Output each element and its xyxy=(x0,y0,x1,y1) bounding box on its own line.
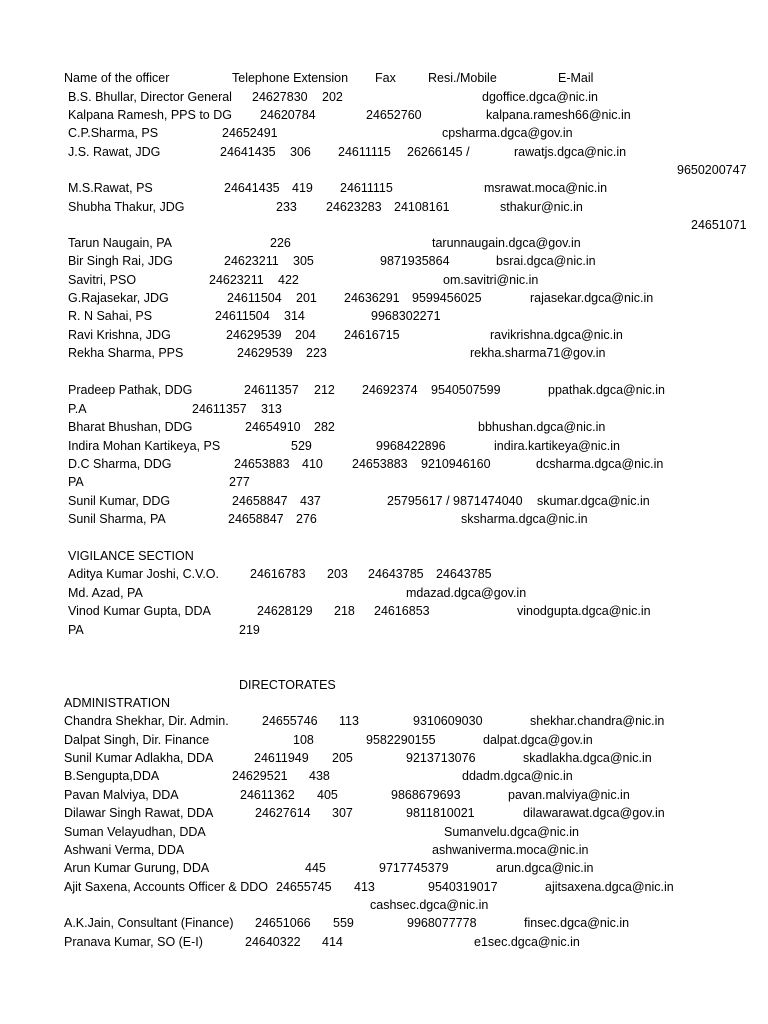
email: bbhushan.dgca@nic.in xyxy=(478,420,606,434)
fax: 24616715 xyxy=(344,328,400,342)
email: msrawat.moca@nic.in xyxy=(484,181,608,195)
email: arun.dgca@nic.in xyxy=(496,861,594,875)
resi-mobile: 9310609030 xyxy=(413,714,483,728)
email: mdazad.dgca@gov.in xyxy=(406,586,527,600)
officer-name: Sunil Sharma, PA xyxy=(68,512,166,526)
resi-mobile: 9540319017 xyxy=(428,880,498,894)
extension: 307 xyxy=(332,806,353,820)
extension: 108 xyxy=(293,733,314,747)
telephone: 24611362 xyxy=(240,788,295,802)
officer-name: Pradeep Pathak, DDG xyxy=(68,383,193,397)
officer-name: Pranava Kumar, SO (E-I) xyxy=(64,935,203,949)
section-heading-administration: ADMINISTRATION xyxy=(64,696,171,710)
officer-name: B.Sengupta,DDA xyxy=(64,769,160,783)
extension: 306 xyxy=(290,145,311,159)
telephone: 24620784 xyxy=(260,108,316,122)
email: cashsec.dgca@nic.in xyxy=(370,898,489,912)
fax: 24611115 xyxy=(340,181,393,195)
telephone: 24658847 xyxy=(228,512,284,526)
email: ddadm.dgca@nic.in xyxy=(462,769,573,783)
telephone: 24640322 xyxy=(245,935,301,949)
officer-name: B.S. Bhullar, Director General xyxy=(68,90,232,104)
telephone: 24655746 xyxy=(262,714,318,728)
extension: 113 xyxy=(339,714,359,728)
email: pavan.malviya@nic.in xyxy=(508,788,630,802)
email: sksharma.dgca@nic.in xyxy=(461,512,588,526)
extension: 313 xyxy=(261,402,282,416)
email: cpsharma.dgca@gov.in xyxy=(442,126,573,140)
officer-name: Bir Singh Rai, JDG xyxy=(68,254,173,268)
email: vinodgupta.dgca@nic.in xyxy=(517,604,651,618)
email: bsrai.dgca@nic.in xyxy=(496,254,596,268)
officer-name: PA xyxy=(68,623,84,637)
telephone: 24654910 xyxy=(245,420,301,434)
telephone: 24641435 xyxy=(220,145,276,159)
officer-name: Shubha Thakur, JDG xyxy=(68,200,185,214)
resi-mobile: 9968077778 xyxy=(407,916,477,930)
resi-mobile: 9868679693 xyxy=(391,788,461,802)
resi-mobile: 9968302271 xyxy=(371,309,441,323)
officer-name: Chandra Shekhar, Dir. Admin. xyxy=(64,714,229,728)
officer-name: R. N Sahai, PS xyxy=(68,309,153,323)
officer-name: Bharat Bhushan, DDG xyxy=(68,420,193,434)
email: finsec.dgca@nic.in xyxy=(524,916,630,930)
resi-mobile: 9811810021 xyxy=(406,806,475,820)
extension: 218 xyxy=(334,604,355,618)
telephone: 24655745 xyxy=(276,880,332,894)
extension: 202 xyxy=(322,90,343,104)
extension: 204 xyxy=(295,328,316,342)
resi-mobile: 9213713076 xyxy=(406,751,476,765)
telephone: 24611949 xyxy=(254,751,309,765)
header-name: Name of the officer xyxy=(64,71,170,85)
email: tarunnaugain.dgca@gov.in xyxy=(432,236,581,250)
officer-name: J.S. Rawat, JDG xyxy=(68,145,161,159)
officer-name: Ashwani Verma, DDA xyxy=(64,843,185,857)
officer-name: Sunil Kumar Adlakha, DDA xyxy=(64,751,214,765)
extension: 405 xyxy=(317,788,338,802)
resi-mobile-wrap: 9650200747 xyxy=(677,163,747,177)
officer-name: G.Rajasekar, JDG xyxy=(68,291,169,305)
telephone: 24658847 xyxy=(232,494,288,508)
officer-name: Arun Kumar Gurung, DDA xyxy=(64,861,210,875)
email: indira.kartikeya@nic.in xyxy=(494,439,620,453)
extension: 226 xyxy=(270,236,291,250)
extension: 212 xyxy=(314,383,335,397)
extension: 410 xyxy=(302,457,323,471)
extension: 219 xyxy=(239,623,260,637)
email: ppathak.dgca@nic.in xyxy=(548,383,665,397)
officer-name: Ajit Saxena, Accounts Officer & DDO xyxy=(64,880,269,894)
fax: 24653883 xyxy=(352,457,408,471)
officer-name: D.C Sharma, DDG xyxy=(68,457,172,471)
extension: 413 xyxy=(354,880,375,894)
email: ashwaniverma.moca@nic.in xyxy=(432,843,589,857)
resi-mobile: 24643785 xyxy=(436,567,492,581)
officer-name: M.S.Rawat, PS xyxy=(68,181,153,195)
resi-mobile: 9210946160 xyxy=(421,457,491,471)
email: skumar.dgca@nic.in xyxy=(537,494,650,508)
officer-name: Sunil Kumar, DDG xyxy=(68,494,171,508)
header-telephone: Telephone Extension xyxy=(232,71,349,85)
extension: 445 xyxy=(305,861,326,875)
email: dilawarawat.dgca@gov.in xyxy=(523,806,665,820)
extension: 223 xyxy=(306,346,327,360)
officer-name: Vinod Kumar Gupta, DDA xyxy=(68,604,211,618)
fax: 24643785 xyxy=(368,567,424,581)
telephone: 24652491 xyxy=(222,126,278,140)
officer-name: Ravi Krishna, JDG xyxy=(68,328,171,342)
email: dcsharma.dgca@nic.in xyxy=(536,457,664,471)
extension: 305 xyxy=(293,254,314,268)
resi-mobile: 25795617 / 9871474040 xyxy=(387,494,523,508)
extension: 233 xyxy=(276,200,297,214)
extension: 201 xyxy=(296,291,317,305)
extension: 419 xyxy=(292,181,313,195)
email: e1sec.dgca@nic.in xyxy=(474,935,580,949)
officer-name: Suman Velayudhan, DDA xyxy=(64,825,206,839)
resi-mobile-wrap: 24651071 xyxy=(691,218,747,232)
telephone: 24641435 xyxy=(224,181,280,195)
email: rekha.sharma71@gov.in xyxy=(470,346,606,360)
officer-name: Kalpana Ramesh, PPS to DG xyxy=(68,108,232,122)
resi-mobile: 24108161 xyxy=(394,200,450,214)
fax: 24623283 xyxy=(326,200,382,214)
email: Sumanvelu.dgca@nic.in xyxy=(444,825,579,839)
section-heading-directorates: DIRECTORATES xyxy=(239,678,336,692)
officer-name: Pavan Malviya, DDA xyxy=(64,788,179,802)
officer-name: C.P.Sharma, PS xyxy=(68,126,159,140)
telephone: 24611504 xyxy=(215,309,270,323)
email: dgoffice.dgca@nic.in xyxy=(482,90,599,104)
resi-mobile: 9582290155 xyxy=(366,733,436,747)
section-heading-vigilance: VIGILANCE SECTION xyxy=(68,549,194,563)
telephone: 24611357 xyxy=(244,383,299,397)
telephone: 24629539 xyxy=(226,328,282,342)
email: ravikrishna.dgca@nic.in xyxy=(490,328,623,342)
email: shekhar.chandra@nic.in xyxy=(530,714,665,728)
telephone: 24616783 xyxy=(250,567,306,581)
telephone: 24627830 xyxy=(252,90,308,104)
telephone: 24611504 xyxy=(227,291,282,305)
telephone: 24628129 xyxy=(257,604,313,618)
officer-name: A.K.Jain, Consultant (Finance) xyxy=(64,916,234,930)
telephone: 24623211 xyxy=(209,273,264,287)
extension: 205 xyxy=(332,751,353,765)
officer-name: Indira Mohan Kartikeya, PS xyxy=(68,439,221,453)
officer-name: PA xyxy=(68,475,84,489)
resi-mobile: 9717745379 xyxy=(379,861,449,875)
extension: 276 xyxy=(296,512,317,526)
email: ajitsaxena.dgca@nic.in xyxy=(545,880,674,894)
resi-mobile: 9871935864 xyxy=(380,254,450,268)
extension: 314 xyxy=(284,309,305,323)
officer-name: Md. Azad, PA xyxy=(68,586,143,600)
email: om.savitri@nic.in xyxy=(443,273,539,287)
telephone: 24629539 xyxy=(237,346,293,360)
telephone: 24653883 xyxy=(234,457,290,471)
officer-name: Dilawar Singh Rawat, DDA xyxy=(64,806,214,820)
email: dalpat.dgca@gov.in xyxy=(483,733,593,747)
header-resi: Resi./Mobile xyxy=(428,71,497,85)
telephone: 24611357 xyxy=(192,402,247,416)
extension: 529 xyxy=(291,439,312,453)
extension: 414 xyxy=(322,935,343,949)
fax: 24611115 xyxy=(338,145,391,159)
email: rajasekar.dgca@nic.in xyxy=(530,291,654,305)
officer-name: P.A xyxy=(68,402,87,416)
fax: 24692374 xyxy=(362,383,418,397)
extension: 438 xyxy=(309,769,330,783)
header-email: E-Mail xyxy=(558,71,594,85)
officer-name: Savitri, PSO xyxy=(68,273,137,287)
officer-name: Dalpat Singh, Dir. Finance xyxy=(64,733,210,747)
email: sthakur@nic.in xyxy=(500,200,583,214)
extension: 422 xyxy=(278,273,299,287)
fax: 24636291 xyxy=(344,291,400,305)
fax: 24616853 xyxy=(374,604,430,618)
extension: 282 xyxy=(314,420,335,434)
officer-name: Rekha Sharma, PPS xyxy=(68,346,184,360)
header-fax: Fax xyxy=(375,71,396,85)
resi-mobile: 9540507599 xyxy=(431,383,501,397)
telephone: 24623211 xyxy=(224,254,279,268)
resi-mobile: 9599456025 xyxy=(412,291,482,305)
telephone: 24629521 xyxy=(232,769,288,783)
extension: 277 xyxy=(229,475,250,489)
officer-name: Aditya Kumar Joshi, C.V.O. xyxy=(68,567,219,581)
email: skadlakha.dgca@nic.in xyxy=(523,751,652,765)
email: rawatjs.dgca@nic.in xyxy=(514,145,627,159)
email: kalpana.ramesh66@nic.in xyxy=(486,108,631,122)
fax: 24652760 xyxy=(366,108,422,122)
officer-name: Tarun Naugain, PA xyxy=(68,236,172,250)
telephone: 24627614 xyxy=(255,806,311,820)
resi-mobile: 26266145 / xyxy=(407,145,470,159)
extension: 559 xyxy=(333,916,354,930)
extension: 437 xyxy=(300,494,321,508)
telephone: 24651066 xyxy=(255,916,311,930)
extension: 203 xyxy=(327,567,348,581)
resi-mobile: 9968422896 xyxy=(376,439,446,453)
